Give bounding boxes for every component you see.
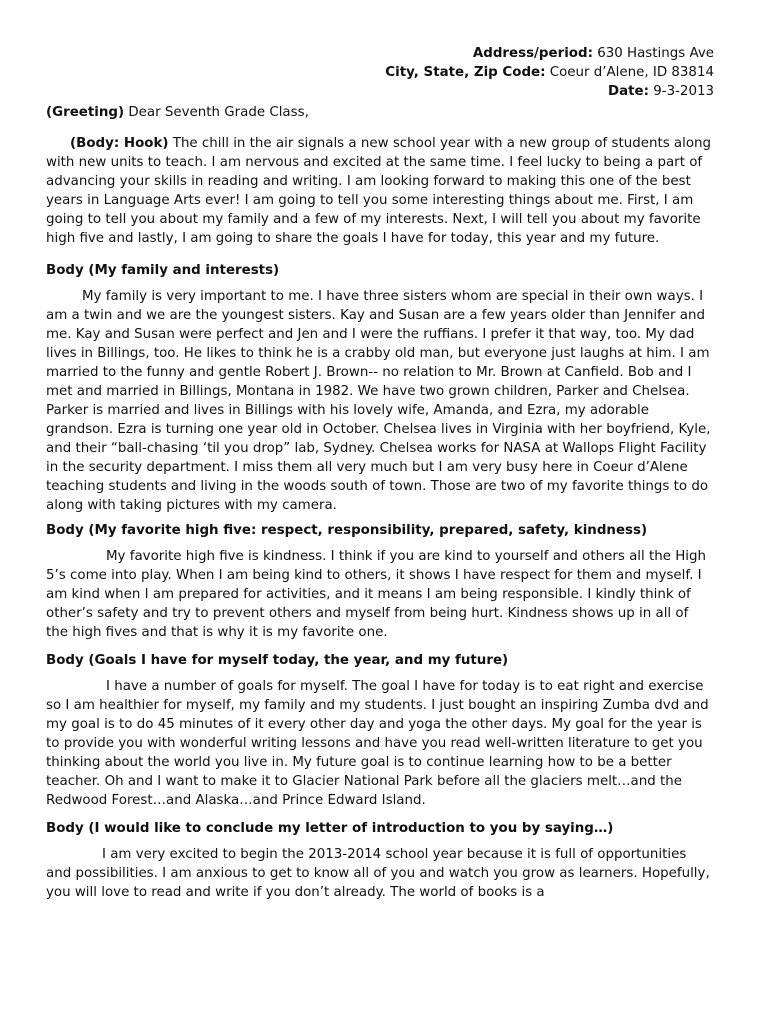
section-high-five [46, 521, 714, 642]
letter-header [46, 44, 714, 101]
address-label: Address/period: [472, 46, 593, 61]
section-heading: Body (I would like to conclude my letter of introduction to you by saying…) [46, 821, 614, 836]
section-paragraph: I am very excited to begin the 2013-2014 school year because it is full of opportunities and possibilities. I am anxious to get to know all of you and watch you grow as learners. Hopefully, you will love to read and write if you don’t already. The world of books is a [46, 847, 710, 900]
hook-paragraph [46, 134, 714, 248]
section-conclusion [46, 819, 714, 902]
section-goals [46, 651, 714, 810]
address-value: 630 Hastings Ave [597, 46, 714, 61]
city-value: Coeur d’Alene, ID 83814 [549, 65, 714, 80]
hook-text: The chill in the air signals a new school year with a new group of students along with new units to teach. I am nervous and excited at the same time. I feel lucky to being a part of advancing your skills in reading and writing. I am looking forward to making this one of the best years in Language Arts ever! I am going to tell you some interesting things about me. First, I am going to tell you about my family and a few of my interests. Next, I will tell you about my favorite high five and lastly, I am going to share the goals I have for today, this year and my future. [46, 136, 712, 246]
letter-page [46, 44, 714, 902]
address-line [46, 44, 714, 63]
section-heading: Body (My family and interests) [46, 263, 280, 278]
date-value: 9-3-2013 [653, 84, 714, 99]
section-family [46, 261, 714, 515]
section-heading: Body (Goals I have for myself today, the year, and my future) [46, 653, 509, 668]
section-paragraph: I have a number of goals for myself. The goal I have for today is to eat right and exercise so I am healthier for myself, my family and my students. I just bought an inspiring Zumba dvd and my goal is to do 45 minutes of it every other day and yoga the other days. My goal for the year is to provide you with wonderful writing lessons and have you read well-written literature to get you thinking about the world you live in. My future goal is to continue learning how to be a better teacher. Oh and I want to make it to Glacier National Park before all the glaciers melt…and the Redwood Forest…and Alaska…and Prince Edward Island. [46, 679, 709, 808]
date-line [46, 82, 714, 101]
city-line [46, 63, 714, 82]
section-heading: Body (My favorite high five: respect, responsibility, prepared, safety, kindness) [46, 523, 648, 538]
greeting [46, 103, 714, 122]
hook-label: (Body: Hook) [70, 136, 169, 151]
city-label: City, State, Zip Code: [385, 65, 546, 80]
section-paragraph: My family is very important to me. I have three sisters whom are special in their own ways. I am a twin and we are the youngest sisters. Kay and Susan are a few years older than Jennifer and me. Kay and Susan were perfect and Jen and I were the ruffians. I prefer it that way, too. My dad lives in Billings, too. He likes to think he is a crabby old man, but everyone just laughs at him. I am married to the funny and gentle Robert J. Brown-- no relation to Mr. Brown at Canfield. Bob and I met and married in Billings, Montana in 1982. We have two grown children, Parker and Chelsea. Parker is married and lives in Billings with his lovely wife, Amanda, and Ezra, my adorable grandson. Ezra is turning one year old in October. Chelsea lives in Virginia with her boyfriend, Kyle, and their “ball-chasing ‘til you drop” lab, Sydney. Chelsea works for NASA at Wallops Flight Facility in the security department. I miss them all very much but I am very busy here in Coeur d’Alene teaching students and living in the woods south of town. Those are two of my favorite things to do along with taking pictures with my camera. [46, 289, 711, 513]
greeting-label: (Greeting) [46, 105, 125, 120]
section-paragraph: My favorite high five is kindness. I think if you are kind to yourself and others all the High 5’s come into play. When I am being kind to others, it shows I have respect for them and myself. I am kind when I am prepared for activities, and it means I am being responsible. I kindly think of other’s safety and try to prevent others and myself from being hurt. Kindness shows up in all of the high fives and that is why it is my favorite one. [46, 549, 706, 640]
date-label: Date: [607, 84, 649, 99]
greeting-text: Dear Seventh Grade Class, [128, 105, 309, 120]
